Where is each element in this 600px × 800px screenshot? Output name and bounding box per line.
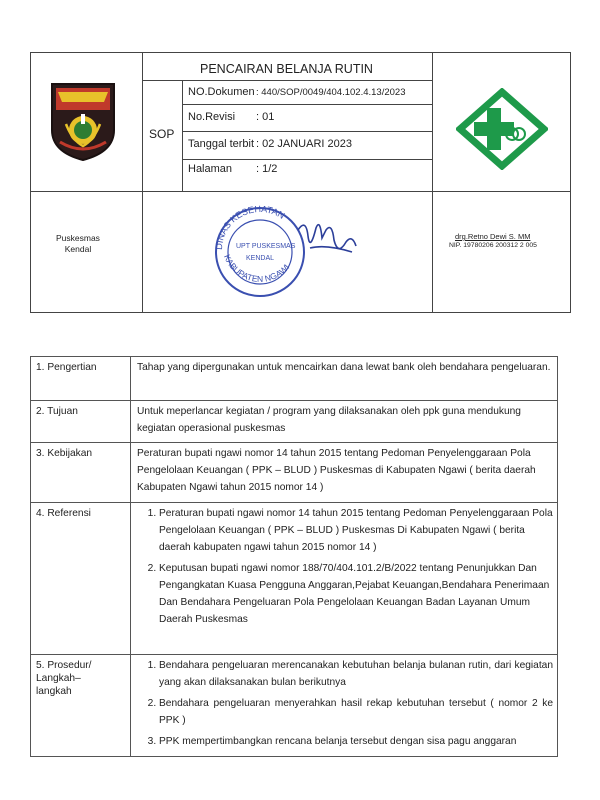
list-item: 2. Bendahara pengeluaran menyerahkan hasil rekap kebutuhan tersebut ( nomor 2 ke PPK ): [159, 695, 553, 729]
reference-list: [137, 505, 553, 628]
list-item: 2. Keputusan bupati ngawi nomor 188/70/404.101.2/B/2022 tentang Penunjukkan Dan Pengangkatan Kuasa Pengguna Anggaran,Pejabat Keuangan,Bendahara Penerimaan Dan Bendahara Pengeluaran Pola Pengelolaan Keuangan Badan Layanan Umum Daerah Puskesmas: [159, 560, 553, 628]
section-text: Tahap yang dipergunakan untuk mencairkan dana lewat bank oleh bendahara pengeluaran.: [131, 357, 558, 401]
revision-value: : 01: [256, 111, 275, 123]
stamp-inner-text: UPT PUSKESMAS: [236, 243, 296, 250]
section-row: [31, 655, 558, 757]
signature: [298, 225, 356, 252]
signer-nip: NIP. 19780206 200312 2 005: [449, 242, 537, 249]
section-text: Untuk meperlancar kegiatan / program yang dilaksanakan oleh ppk guna mendukung kegiatan operasional puskesmas: [131, 401, 558, 443]
stamp-inner-text-2: KENDAL: [246, 255, 275, 262]
signer-name: drg.Retno Dewi S. MM: [455, 232, 531, 241]
procedure-list: [137, 657, 553, 750]
doc-number-label: NO.Dokumen: [188, 86, 255, 98]
stamp-bottom-text: KABUPATEN NGAWI: [222, 252, 292, 284]
sop-label: SOP: [149, 127, 175, 141]
page-label: Halaman: [188, 163, 233, 175]
list-item: 1. Peraturan bupati ngawi nomor 14 tahun 2015 tentang Pedoman Penyelenggaraan Pola Pengelolaan Keuangan ( PPK – BLUD ) Puskesmas Di Kabupaten Ngawi ( berita daerah kabupaten ngawi tahun 2015 nomor 14 ): [159, 505, 553, 556]
issue-date-value: : 02 JANUARI 2023: [256, 138, 352, 150]
section-label: 4. Referensi: [31, 503, 131, 655]
section-row: [31, 443, 558, 503]
sop-content-table: [30, 356, 558, 757]
document-title: PENCAIRAN BELANJA RUTIN: [200, 62, 373, 76]
page-value: : 1/2: [256, 163, 278, 175]
regency-emblem-logo: [48, 80, 118, 162]
section-row: [31, 357, 558, 401]
list-item: 1. Bendahara pengeluaran merencanakan kebutuhan belanja bulanan rutin, dari kegiatan yang akan dilaksanakan bulan berikutnya: [159, 657, 553, 691]
section-text: Peraturan bupati ngawi nomor 14 tahun 2015 tentang Pedoman Penyelenggaraan Pola Pengelolaan Keuangan ( PPK – BLUD ) Puskesmas di Kabupaten Ngawi ( berita daerah Kabupaten Ngawi tahun 2015 nomor 14 ): [131, 443, 558, 503]
puskesmas-logo: [456, 88, 548, 170]
section-row: [31, 401, 558, 443]
section-label: 5. Prosedur/ Langkah– langkah: [31, 655, 131, 757]
section-label: 1. Pengertian: [31, 357, 131, 401]
org-name: Puskesmas Kendal: [56, 233, 100, 254]
issue-date-label: Tanggal terbit: [188, 138, 255, 150]
section-label: 2. Tujuan: [31, 401, 131, 443]
official-stamp: [206, 200, 366, 300]
section-label: 3. Kebijakan: [31, 443, 131, 503]
section-row: [31, 503, 558, 655]
list-item: 3. PPK mempertimbangkan rencana belanja tersebut dengan sisa pagu anggaran: [159, 733, 553, 750]
doc-number-value: : 440/SOP/0049/404.102.4.13/2023: [256, 87, 406, 98]
revision-label: No.Revisi: [188, 111, 236, 123]
stamp-top-text: DINAS KESEHATAN: [213, 203, 287, 251]
